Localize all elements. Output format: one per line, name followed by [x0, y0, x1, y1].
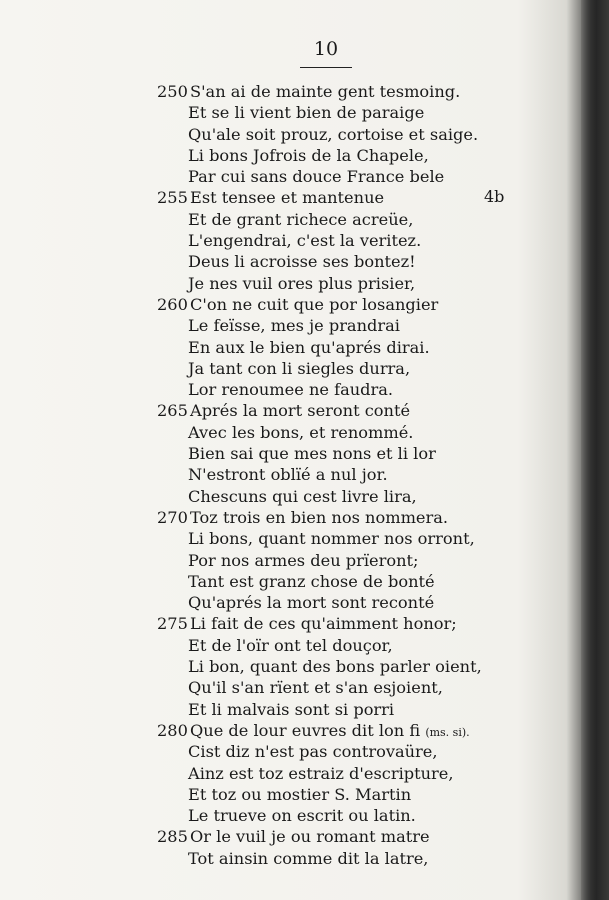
- verse-line: [0, 294, 609, 315]
- verse-block: [0, 81, 609, 869]
- verse-text: Et de l'oïr ont tel douçor,: [188, 635, 393, 655]
- verse-text: Et se li vient bien de paraige: [188, 103, 425, 123]
- verse-line: [0, 763, 609, 784]
- page-number-rule: [300, 67, 352, 68]
- page-number: 10: [313, 38, 339, 60]
- verse-line: [0, 230, 609, 251]
- verse-line: [0, 81, 609, 102]
- verse-text: Toz trois en bien nos nommera.: [190, 507, 449, 527]
- verse-line: [0, 656, 609, 677]
- verse-line: [0, 358, 609, 379]
- book-gutter-shadow: [581, 0, 609, 900]
- verse-line: [0, 145, 609, 166]
- verse-line: [0, 464, 609, 485]
- verse-text: C'on ne cuit que por losangier: [190, 294, 439, 314]
- verse-text: Qu'ale soit prouz, cortoise et saige.: [188, 124, 479, 144]
- verse-line: [0, 741, 609, 762]
- verse-line: [0, 635, 609, 656]
- verse-text: Le trueve on escrit ou latin.: [188, 806, 416, 826]
- line-number: 280: [157, 720, 188, 740]
- verse-line: [0, 443, 609, 464]
- verse-text: Et toz ou mostier S. Martin: [188, 784, 412, 804]
- verse-text: Bien sai que mes nons et li lor: [188, 444, 436, 464]
- manuscript-note: (ms. si).: [425, 725, 470, 739]
- verse-line: [0, 677, 609, 698]
- verse-line: [0, 315, 609, 336]
- verse-text: L'engendrai, c'est la veritez.: [188, 231, 422, 251]
- line-number: 265: [157, 401, 188, 421]
- verse-line: [0, 209, 609, 230]
- line-number: 260: [157, 294, 188, 314]
- verse-text: Li bons Jofrois de la Chapele,: [188, 145, 429, 165]
- line-number: 270: [157, 507, 188, 527]
- verse-line: [0, 102, 609, 123]
- verse-line: [0, 422, 609, 443]
- verse-text: Par cui sans douce France bele: [188, 167, 445, 187]
- verse-text: Avec les bons, et renommé.: [188, 422, 414, 442]
- verse-line: [0, 613, 609, 634]
- verse-line: [0, 486, 609, 507]
- margin-folio-note: 4b: [484, 187, 505, 206]
- verse-line: [0, 592, 609, 613]
- verse-text: Lor renoumee ne faudra.: [188, 380, 394, 400]
- verse-line: [0, 273, 609, 294]
- verse-text: Qu'il s'an rïent et s'an esjoient,: [188, 678, 443, 698]
- verse-line: [0, 124, 609, 145]
- verse-text: Tant est granz chose de bonté: [188, 571, 435, 591]
- verse-text: Aprés la mort seront conté: [190, 401, 411, 421]
- verse-text: Que de lour euvres dit lon fi: [190, 720, 421, 740]
- verse-line: [0, 826, 609, 847]
- verse-text: Je nes vuil ores plus prisier,: [188, 273, 416, 293]
- verse-text: Ainz est toz estraiz d'escripture,: [188, 763, 454, 783]
- line-number: 255: [157, 188, 188, 208]
- verse-line: [0, 337, 609, 358]
- verse-text: Deus li acroisse ses bontez!: [188, 252, 416, 272]
- verse-text: Est tensee et mantenue: [190, 188, 385, 208]
- verse-text: N'estront oblïé a nul jor.: [188, 465, 388, 485]
- verse-text: Chescuns qui cest livre lira,: [188, 486, 417, 506]
- verse-text: Le feïsse, mes je prandrai: [188, 316, 400, 336]
- verse-line: [0, 528, 609, 549]
- line-number: 275: [157, 614, 188, 634]
- verse-line: [0, 720, 609, 741]
- verse-line: [0, 550, 609, 571]
- verse-line: [0, 251, 609, 272]
- line-number: 285: [157, 827, 188, 847]
- verse-line: [0, 848, 609, 869]
- verse-line: [0, 699, 609, 720]
- verse-text: Por nos armes deu prïeront;: [188, 550, 419, 570]
- verse-text: S'an ai de mainte gent tesmoing.: [190, 82, 461, 101]
- verse-line: [0, 379, 609, 400]
- verse-line: [0, 507, 609, 528]
- verse-line: [0, 571, 609, 592]
- verse-text: Cist diz n'est pas controvaüre,: [188, 742, 438, 762]
- verse-text: Li bons, quant nommer nos orront,: [188, 529, 475, 549]
- verse-text: Et li malvais sont si porri: [188, 699, 395, 719]
- verse-text: Tot ainsin comme dit la latre,: [188, 848, 429, 868]
- verse-text: Ja tant con li siegles durra,: [188, 358, 411, 378]
- verse-text: Et de grant richece acreüe,: [188, 209, 414, 229]
- verse-text: Li fait de ces qu'aimment honor;: [190, 614, 457, 634]
- verse-text-with-note: [190, 720, 470, 743]
- verse-text: Li bon, quant des bons parler oient,: [188, 657, 482, 677]
- verse-text: En aux le bien qu'aprés dirai.: [188, 337, 430, 357]
- verse-line: [0, 784, 609, 805]
- line-number: 250: [157, 82, 188, 101]
- verse-line: [0, 187, 609, 208]
- verse-line: [0, 400, 609, 421]
- verse-text: Qu'aprés la mort sont reconté: [188, 593, 435, 613]
- verse-line: [0, 805, 609, 826]
- verse-text: Or le vuil je ou romant matre: [190, 827, 430, 847]
- verse-line: [0, 166, 609, 187]
